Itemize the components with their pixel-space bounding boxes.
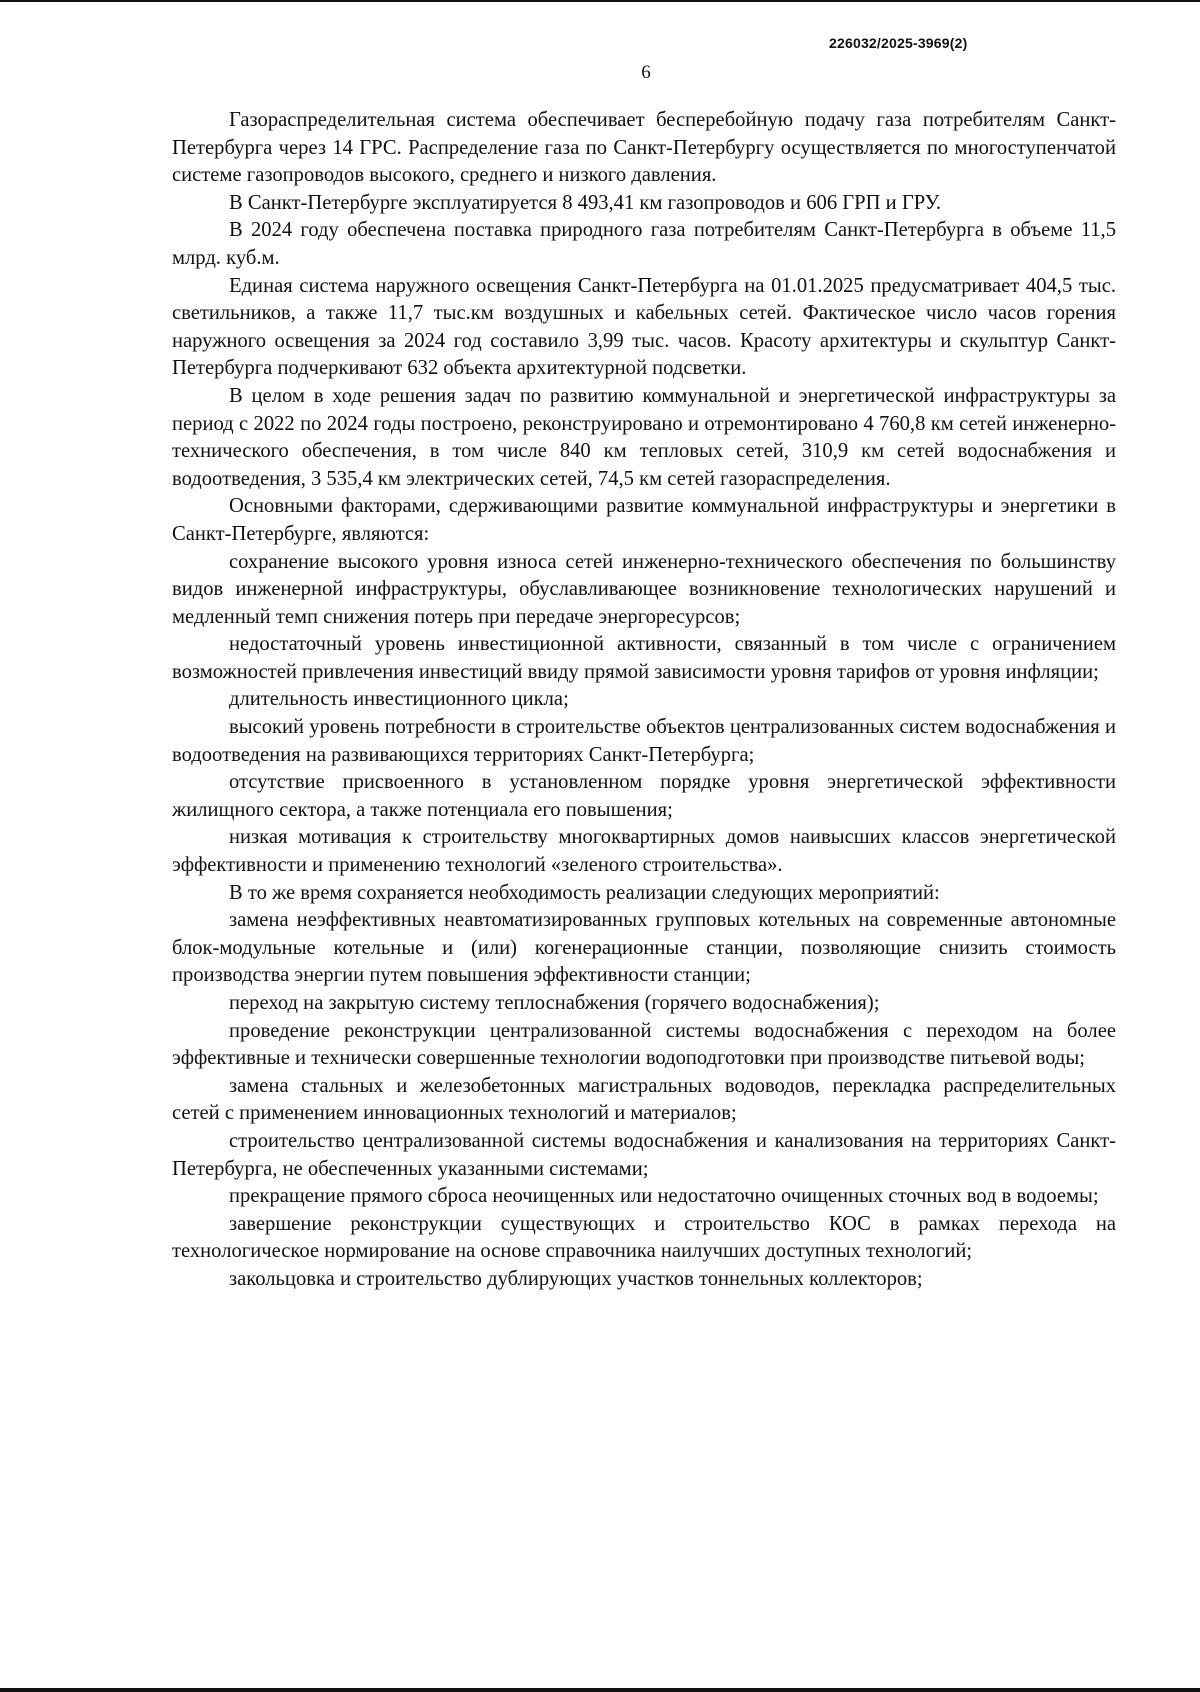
list-item-water-systems-need: высокий уровень потребности в строительстве объектов централизованных систем водоснабжения и водоотведения на развивающихся территориях Санкт-Петербурга;: [172, 716, 1116, 766]
paragraph-gas-pipelines: В Санкт-Петербурге эксплуатируется 8 493,41 км газопроводов и 606 ГРП и ГРУ.: [229, 191, 942, 214]
list-item-tunnel-collectors: закольцовка и строительство дублирующих участков тоннельных коллекторов;: [229, 1267, 923, 1290]
list-item-water-supply-reconstruction: проведение реконструкции централизованной системы водоснабжения с переходом на более эффективные и технически совершенные технологии водоподготовки при производстве питьевой воды;: [172, 1019, 1116, 1070]
list-item-sewerage-construction: строительство централизованной системы водоснабжения и канализования на территориях Санкт-Петербурга, не обеспеченных указанными системами;: [172, 1129, 1116, 1180]
list-item-treatment-facilities: завершение реконструкции существующих и строительство КОС в рамках перехода на технологическое нормирование на основе справочника наилучших доступных технологий;: [172, 1212, 1116, 1263]
document-registration-number: 226032/2025-3969(2): [829, 35, 968, 51]
list-item-energy-efficiency-level: отсутствие присвоенного в установленном порядке уровня энергетической эффективности жилищного сектора, а также потенциала его повышения;: [172, 771, 1116, 821]
paragraph-infrastructure-results: В целом в ходе решения задач по развитию коммунальной и энергетической инфраструктуры за период с 2022 по 2024 годы построено, реконструировано и отремонтировано 4 760,8 км сетей инженерно-технического обеспечения, в том числе 840 км тепловых сетей, 310,9 км сетей водоснабжения и водоотведения, 3 535,4 км электрических сетей, 74,5 км сетей газораспределения.: [172, 384, 1116, 490]
list-item-investment-cycle: длительность инвестиционного цикла;: [229, 688, 569, 711]
list-item-investment-activity: недостаточный уровень инвестиционной активности, связанный в том числе с ограничением возможностей привлечения инвестиций ввиду прямой зависимости уровня тарифов от уровня инфляции;: [172, 633, 1116, 683]
list-item-green-construction: низкая мотивация к строительству многоквартирных домов наивысших классов энергетической эффективности и применению технологий «зеленого строительства».: [172, 826, 1116, 877]
paragraph-gas-supply-2024: В 2024 году обеспечена поставка природного газа потребителям Санкт-Петербурга в объеме 11,5 млрд. куб.м.: [172, 219, 1116, 269]
paragraph-outdoor-lighting: Единая система наружного освещения Санкт-Петербурга на 01.01.2025 предусматривает 404,5 тыс. светильников, а также 11,7 тыс.км воздушных и кабельных сетей. Фактическое число часов горения наружного освещения за 2024 год составило 3,99 тыс. часов. Красоту архитектуры и скульптур Санкт-Петербурга подчеркивают 632 объекта архитектурной подсветки.: [172, 274, 1116, 380]
paragraph-constraining-factors: Основными факторами, сдерживающими развитие коммунальной инфраструктуры и энергетики в Санкт-Петербурге, являются:: [172, 495, 1116, 545]
paragraph-required-measures: В то же время сохраняется необходимость реализации следующих мероприятий:: [229, 881, 940, 904]
top-edge-rule: [0, 0, 1200, 2]
list-item-network-wear: сохранение высокого уровня износа сетей инженерно-технического обеспечения по большинству видов инженерной инфраструктуры, обуславливающее возникновение технологических нарушений и медленный темп снижения потерь при передаче энергоресурсов;: [172, 550, 1116, 628]
list-item-boiler-replacement: замена неэффективных неавтоматизированных групповых котельных на современные автономные блок-модульные котельные и (или) когенерационные станции, позволяющие снизить стоимость производства энергии путем повышения эффективности станции;: [172, 909, 1116, 987]
list-item-wastewater-discharge: прекращение прямого сброса неочищенных или недостаточно очищенных сточных вод в водоемы;: [229, 1185, 1099, 1208]
page-number: 6: [641, 62, 651, 83]
list-item-water-mains-replacement: замена стальных и железобетонных магистральных водоводов, перекладка распределительных сетей с применением инновационных технологий и материалов;: [172, 1074, 1116, 1125]
document-body: [172, 107, 1116, 1294]
paragraph-gas-distribution: Газораспределительная система обеспечивает бесперебойную подачу газа потребителям Санкт-Петербурга через 14 ГРС. Распределение газа по Санкт-Петербургу осуществляется по многоступенчатой системе газопроводов высокого, среднего и низкого давления.: [172, 109, 1116, 187]
list-item-closed-heating-system: переход на закрытую систему теплоснабжения (горячего водоснабжения);: [229, 992, 880, 1014]
bottom-edge-rule: [0, 1688, 1200, 1692]
